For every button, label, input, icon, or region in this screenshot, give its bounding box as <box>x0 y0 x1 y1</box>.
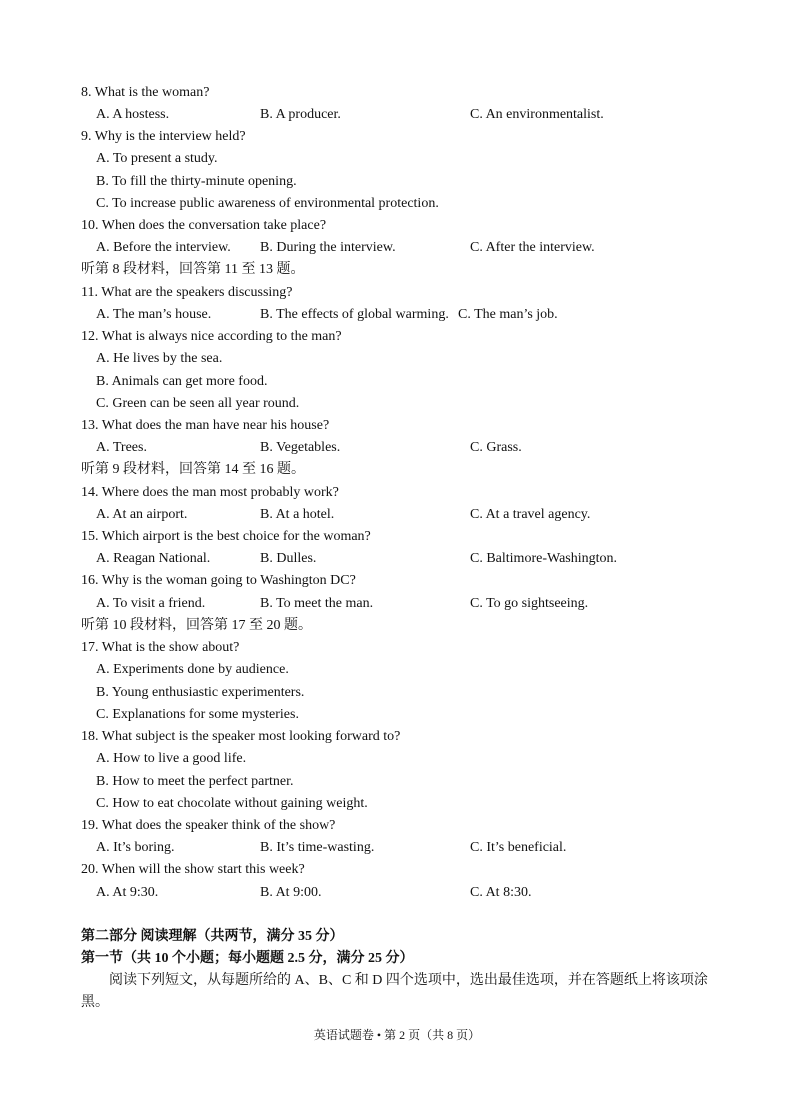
option-12b: B. Animals can get more food. <box>96 374 268 389</box>
question-10: 10. When does the conversation take place? <box>81 218 327 233</box>
question-20: 20. When will the show start this week? <box>81 862 305 877</box>
option-17c: C. Explanations for some mysteries. <box>96 707 299 722</box>
option-16c: C. To go sightseeing. <box>470 596 589 611</box>
option-14b: B. At a hotel. <box>260 507 335 522</box>
option-11c: C. The man’s job. <box>458 307 558 322</box>
option-17a: A. Experiments done by audience. <box>96 662 289 677</box>
option-19b: B. It’s time-wasting. <box>260 840 375 855</box>
option-10c: C. After the interview. <box>470 240 595 255</box>
option-12c: C. Green can be seen all year round. <box>96 396 300 411</box>
option-13c: C. Grass. <box>470 440 522 455</box>
question-18: 18. What subject is the speaker most looking forward to? <box>81 729 401 744</box>
question-13: 13. What does the man have near his house? <box>81 418 330 433</box>
option-15a: A. Reagan National. <box>96 551 211 566</box>
option-10b: B. During the interview. <box>260 240 396 255</box>
option-8a: A. A hostess. <box>96 107 170 122</box>
section-one-heading: 第一节（共 10 个小题；每小题题 2.5 分，满分 25 分） <box>81 951 414 966</box>
option-15c: C. Baltimore-Washington. <box>470 551 618 566</box>
option-11a: A. The man’s house. <box>96 307 212 322</box>
option-11b: B. The effects of global warming. <box>260 307 449 322</box>
option-9c: C. To increase public awareness of environmental protection. <box>96 196 439 211</box>
option-19a: A. It’s boring. <box>96 840 175 855</box>
instruction-material-8: 听第 8 段材料，回答第 11 至 13 题。 <box>81 262 305 277</box>
option-13a: A. Trees. <box>96 440 147 455</box>
question-9: 9. Why is the interview held? <box>81 129 246 144</box>
instruction-material-9: 听第 9 段材料，回答第 14 至 16 题。 <box>81 462 305 477</box>
option-15b: B. Dulles. <box>260 551 317 566</box>
option-10a: A. Before the interview. <box>96 240 231 255</box>
option-18c: C. How to eat chocolate without gaining weight. <box>96 796 368 811</box>
option-20b: B. At 9:00. <box>260 885 322 900</box>
question-8: 8. What is the woman? <box>81 85 210 100</box>
option-8c: C. An environmentalist. <box>470 107 604 122</box>
option-14c: C. At a travel agency. <box>470 507 591 522</box>
question-19: 19. What does the speaker think of the show? <box>81 818 336 833</box>
option-14a: A. At an airport. <box>96 507 188 522</box>
option-8b: B. A producer. <box>260 107 341 122</box>
option-20c: C. At 8:30. <box>470 885 532 900</box>
option-13b: B. Vegetables. <box>260 440 341 455</box>
option-9b: B. To fill the thirty-minute opening. <box>96 174 297 189</box>
part-two-heading: 第二部分 阅读理解（共两节，满分 35 分） <box>81 929 344 944</box>
question-17: 17. What is the show about? <box>81 640 240 655</box>
question-15: 15. Which airport is the best choice for the woman? <box>81 529 371 544</box>
question-14: 14. Where does the man most probably work? <box>81 485 339 500</box>
option-12a: A. He lives by the sea. <box>96 351 223 366</box>
option-16b: B. To meet the man. <box>260 596 374 611</box>
option-19c: C. It’s beneficial. <box>470 840 567 855</box>
question-16: 16. Why is the woman going to Washington DC? <box>81 573 356 588</box>
option-18a: A. How to live a good life. <box>96 751 247 766</box>
question-12: 12. What is always nice according to the man? <box>81 329 342 344</box>
option-9a: A. To present a study. <box>96 151 218 166</box>
option-18b: B. How to meet the perfect partner. <box>96 774 294 789</box>
instruction-material-10: 听第 10 段材料，回答第 17 至 20 题。 <box>81 618 312 633</box>
reading-instructions: 阅读下列短文，从每题所给的 A、B、C 和 D 四个选项中，选出最佳选项，并在答题纸上将该项涂黑。 <box>81 973 708 1010</box>
option-16a: A. To visit a friend. <box>96 596 206 611</box>
question-11: 11. What are the speakers discussing? <box>81 285 293 300</box>
option-17b: B. Young enthusiastic experimenters. <box>96 685 305 700</box>
page-footer: 英语试题卷 • 第 2 页（共 8 页） <box>313 1028 481 1042</box>
option-20a: A. At 9:30. <box>96 885 159 900</box>
